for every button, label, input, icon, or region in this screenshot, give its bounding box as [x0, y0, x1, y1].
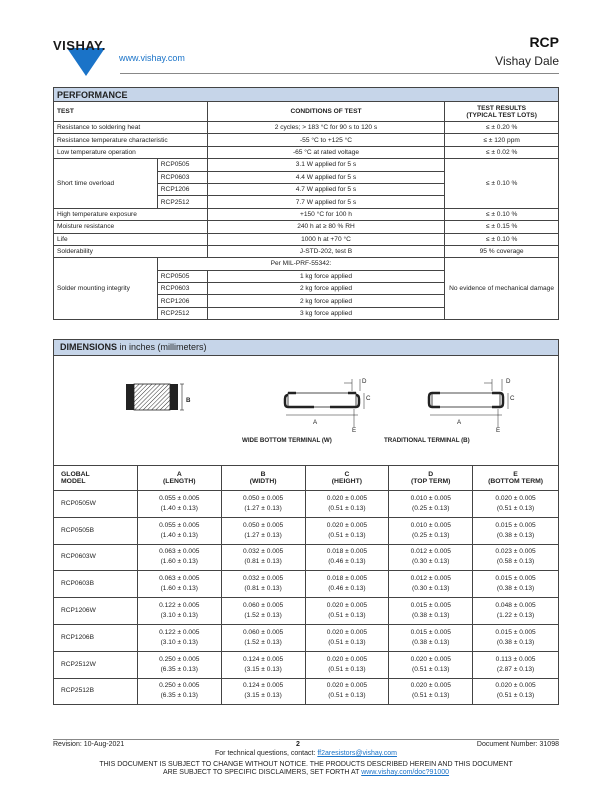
model-name: RCP2512B	[54, 678, 138, 705]
dim-value-cell	[137, 651, 221, 678]
mm-value: (0.58 ± 0.13)	[496, 558, 535, 566]
mm-value: (0.51 ± 0.13)	[328, 638, 366, 646]
wide-terminal-drawing	[282, 371, 392, 441]
test-condition: 1 kg force applied	[207, 270, 444, 282]
disclaimer-prefix: ARE SUBJECT TO SPECIFIC DISCLAIMERS, SET FORTH AT	[162, 769, 362, 776]
inch-value: 0.015 ± 0.005	[410, 602, 451, 610]
dim-value-cell	[137, 678, 221, 705]
mm-value: (1.40 ± 0.13)	[160, 531, 198, 539]
model-name: RCP0505W	[54, 491, 138, 518]
website-link[interactable]: www.vishay.com	[119, 53, 185, 63]
mm-value: (0.81 ± 0.13)	[244, 585, 282, 593]
table-row	[54, 221, 559, 233]
dim-value-cell	[389, 544, 473, 571]
mm-value: (0.51 ± 0.13)	[412, 692, 450, 700]
dim-value-cell	[137, 571, 221, 598]
table-row	[54, 651, 559, 678]
table-row	[54, 598, 559, 625]
dim-value-cell	[305, 678, 389, 705]
mm-value: (1.40 ± 0.13)	[160, 504, 198, 512]
performance-table	[53, 87, 559, 320]
col-conditions: CONDITIONS OF TEST	[207, 102, 444, 122]
inch-value: 0.020 ± 0.005	[326, 628, 368, 636]
dim-value-cell	[221, 678, 305, 705]
dim-value-cell	[389, 571, 473, 598]
inch-value: 0.010 ± 0.005	[410, 494, 451, 502]
table-row	[54, 208, 559, 220]
doc-title: RCP	[529, 34, 559, 50]
table-row	[54, 122, 559, 134]
dimension-drawings	[54, 357, 558, 465]
inch-value: 0.122 ± 0.005	[159, 602, 200, 610]
inch-value: 0.050 ± 0.005	[242, 494, 284, 502]
test-name: Low temperature operation	[54, 146, 208, 158]
table-row	[54, 258, 559, 270]
dim-col-header	[473, 466, 559, 491]
inch-value: 0.020 ± 0.005	[410, 655, 451, 663]
dim-value-cell	[389, 651, 473, 678]
col-results-l1: TEST RESULTS	[477, 104, 527, 112]
dimensions-title-rest: in inches (millimeters)	[117, 342, 207, 352]
contact-line	[0, 750, 612, 757]
model-name: RCP2512	[157, 307, 207, 319]
mm-value: (0.51 ± 0.13)	[412, 665, 450, 673]
inch-value: 0.124 ± 0.005	[242, 682, 284, 690]
dim-col-header-l2: MODEL	[61, 478, 86, 485]
model-name: RCP2512	[157, 196, 207, 208]
dim-col-header-l1: A	[176, 471, 182, 478]
footer-divider	[53, 739, 559, 740]
label-a-trad: A	[457, 419, 462, 426]
test-name: Solder mounting integrity	[54, 258, 158, 320]
test-condition: 3 kg force applied	[207, 307, 444, 319]
table-row	[54, 146, 559, 158]
mm-value: (0.46 ± 0.13)	[328, 558, 366, 566]
table-row	[54, 624, 559, 651]
mm-value: (0.51 ± 0.13)	[328, 612, 366, 620]
table-row	[54, 544, 559, 571]
dim-value-cell	[137, 517, 221, 544]
vishay-logo	[53, 30, 115, 76]
inch-value: 0.113 ± 0.005	[495, 655, 536, 663]
dim-col-header-l2: (WIDTH)	[249, 478, 277, 485]
mm-value: (1.60 ± 0.13)	[160, 585, 198, 593]
test-condition: 240 h at ≥ 80 % RH	[207, 221, 444, 233]
top-view-drawing	[124, 382, 194, 418]
header-divider	[120, 73, 559, 74]
mm-value: (0.81 ± 0.13)	[244, 558, 282, 566]
dim-value-cell	[137, 624, 221, 651]
mm-value: (0.38 ± 0.13)	[496, 585, 535, 593]
dim-col-header-l1: GLOBAL	[61, 471, 90, 478]
test-name: Resistance temperature characteristic	[54, 134, 208, 146]
test-condition: J-STD-202, test B	[207, 245, 444, 257]
mm-value: (0.51 ± 0.13)	[496, 504, 535, 512]
contact-prefix: For technical questions, contact:	[215, 750, 318, 757]
dim-value-cell	[221, 517, 305, 544]
label-e-wide: E	[352, 427, 357, 434]
mm-value: (0.38 ± 0.13)	[412, 638, 450, 646]
test-name: Moisture resistance	[54, 221, 208, 233]
mm-value: (0.51 ± 0.13)	[328, 692, 366, 700]
mm-value: (1.52 ± 0.13)	[244, 612, 282, 620]
mm-value: (0.51 ± 0.13)	[328, 665, 366, 673]
model-name: RCP2512W	[54, 651, 138, 678]
logo-text: VISHAY.	[53, 38, 106, 53]
dim-col-header-l2: (BOTTOM TERM)	[488, 478, 544, 485]
test-result: ≤ ± 0.10 %	[445, 208, 559, 220]
inch-value: 0.055 ± 0.005	[159, 521, 200, 529]
test-condition: -65 °C at rated voltage	[207, 146, 444, 158]
test-result: ≤ ± 0.02 %	[445, 146, 559, 158]
dim-col-header-l1: E	[513, 471, 518, 478]
inch-value: 0.012 ± 0.005	[410, 575, 451, 583]
label-b: B	[186, 397, 191, 404]
mm-value: (1.27 ± 0.13)	[244, 531, 282, 539]
dim-value-cell	[473, 571, 559, 598]
disclaimer-line-2	[0, 769, 612, 776]
caption-wide-terminal: WIDE BOTTOM TERMINAL (W)	[242, 437, 332, 444]
inch-value: 0.023 ± 0.005	[495, 548, 536, 556]
mm-value: (0.25 ± 0.13)	[412, 531, 450, 539]
inch-value: 0.020 ± 0.005	[326, 494, 368, 502]
test-name: Solderability	[54, 245, 208, 257]
label-d-trad: D	[506, 378, 511, 385]
inch-value: 0.020 ± 0.005	[495, 494, 536, 502]
test-result: ≤ ± 0.10 %	[445, 233, 559, 245]
dim-value-cell	[473, 517, 559, 544]
dim-col-header	[389, 466, 473, 491]
test-name: Short time overload	[54, 159, 158, 209]
mm-value: (1.22 ± 0.13)	[496, 612, 535, 620]
label-a-wide: A	[313, 419, 318, 426]
mm-value: (3.10 ± 0.13)	[160, 638, 198, 646]
model-name: RCP1206W	[54, 598, 138, 625]
test-condition: 3.1 W applied for 5 s	[207, 159, 444, 171]
dim-col-header-l1: B	[260, 471, 266, 478]
label-c-wide: C	[366, 395, 371, 402]
table-row	[54, 678, 559, 705]
table-row	[54, 245, 559, 257]
dim-col-header-l1: C	[344, 471, 350, 478]
mm-value: (0.51 ± 0.13)	[328, 531, 366, 539]
model-name: RCP1206	[157, 295, 207, 307]
test-result: ≤ ± 0.15 %	[445, 221, 559, 233]
inch-value: 0.055 ± 0.005	[159, 494, 200, 502]
dim-value-cell	[305, 571, 389, 598]
dim-value-cell	[221, 598, 305, 625]
contact-email-link[interactable]: ff2aresistors@vishay.com	[317, 750, 397, 757]
inch-value: 0.020 ± 0.005	[410, 682, 451, 690]
inch-value: 0.018 ± 0.005	[326, 548, 368, 556]
test-condition: +150 °C for 100 h	[207, 208, 444, 220]
inch-value: 0.020 ± 0.005	[326, 521, 368, 529]
page-number: 2	[296, 741, 300, 748]
label-c-trad: C	[510, 395, 515, 402]
inch-value: 0.020 ± 0.005	[326, 602, 368, 610]
mm-value: (0.51 ± 0.13)	[328, 504, 366, 512]
caption-traditional-terminal: TRADITIONAL TERMINAL (B)	[384, 437, 470, 444]
table-row	[54, 159, 559, 171]
inch-value: 0.012 ± 0.005	[410, 548, 451, 556]
dim-value-cell	[305, 517, 389, 544]
mm-value: (0.38 ± 0.13)	[496, 638, 535, 646]
table-row	[54, 517, 559, 544]
dim-value-cell	[305, 544, 389, 571]
inch-value: 0.060 ± 0.005	[242, 628, 284, 636]
test-condition: 4.4 W applied for 5 s	[207, 171, 444, 183]
test-condition: -55 °C to +125 °C	[207, 134, 444, 146]
dim-col-header	[54, 466, 138, 491]
mm-value: (3.15 ± 0.13)	[244, 665, 282, 673]
dim-value-cell	[389, 491, 473, 518]
test-name: Life	[54, 233, 208, 245]
mm-value: (1.60 ± 0.13)	[160, 558, 198, 566]
mm-value: (1.27 ± 0.13)	[244, 504, 282, 512]
test-result: ≤ ± 120 ppm	[445, 134, 559, 146]
model-name: RCP0505	[157, 270, 207, 282]
mm-value: (0.51 ± 0.13)	[496, 692, 535, 700]
test-condition: 2 kg force applied	[207, 295, 444, 307]
dim-col-header-l2: (HEIGHT)	[331, 478, 363, 485]
inch-value: 0.020 ± 0.005	[495, 682, 536, 690]
dim-value-cell	[389, 598, 473, 625]
document-number: Document Number: 31098	[476, 741, 559, 748]
model-name: RCP0603	[157, 171, 207, 183]
model-name: RCP0505B	[54, 517, 138, 544]
dim-col-header	[137, 466, 221, 491]
dim-value-cell	[389, 678, 473, 705]
test-name: High temperature exposure	[54, 208, 208, 220]
inch-value: 0.250 ± 0.005	[159, 682, 200, 690]
inch-value: 0.020 ± 0.005	[326, 655, 368, 663]
test-condition: 4.7 W applied for 5 s	[207, 183, 444, 195]
dim-col-header-l1: D	[428, 471, 434, 478]
label-d-wide: D	[362, 378, 367, 385]
col-results	[445, 102, 559, 122]
model-name: RCP0505	[157, 159, 207, 171]
dim-value-cell	[221, 651, 305, 678]
table-row	[54, 571, 559, 598]
col-results-l2: (TYPICAL TEST LOTS)	[466, 111, 537, 119]
dim-value-cell	[305, 598, 389, 625]
test-condition: 7.7 W applied for 5 s	[207, 196, 444, 208]
test-result: No evidence of mechanical damage	[445, 258, 559, 320]
dim-col-header	[305, 466, 389, 491]
model-name: RCP1206	[157, 183, 207, 195]
dimensions-title	[54, 340, 558, 356]
inch-value: 0.063 ± 0.005	[159, 548, 200, 556]
dim-value-cell	[221, 571, 305, 598]
dim-value-cell	[473, 544, 559, 571]
inch-value: 0.050 ± 0.005	[242, 521, 284, 529]
inch-value: 0.010 ± 0.005	[410, 521, 451, 529]
test-name: Resistance to soldering heat	[54, 122, 208, 134]
dim-value-cell	[221, 544, 305, 571]
mm-value: (0.46 ± 0.13)	[328, 585, 366, 593]
inch-value: 0.250 ± 0.005	[159, 655, 200, 663]
dim-value-cell	[305, 651, 389, 678]
traditional-terminal-drawing	[426, 371, 536, 441]
dimensions-table	[53, 465, 559, 705]
model-name: RCP1206B	[54, 624, 138, 651]
inch-value: 0.032 ± 0.005	[242, 548, 284, 556]
inch-value: 0.020 ± 0.005	[326, 682, 368, 690]
dim-value-cell	[389, 624, 473, 651]
performance-title: PERFORMANCE	[54, 88, 559, 102]
dim-value-cell	[473, 598, 559, 625]
mm-value: (0.30 ± 0.13)	[412, 558, 450, 566]
dimensions-title-bold: DIMENSIONS	[60, 342, 118, 352]
inch-value: 0.060 ± 0.005	[242, 602, 284, 610]
dim-col-header-l2: (LENGTH)	[163, 478, 196, 485]
dim-value-cell	[473, 491, 559, 518]
doc-subtitle: Vishay Dale	[495, 54, 559, 68]
model-name: RCP0603	[157, 283, 207, 295]
mm-value: (1.52 ± 0.13)	[244, 638, 282, 646]
dimensions-section	[53, 339, 559, 705]
test-result: ≤ ± 0.10 %	[445, 159, 559, 209]
dim-value-cell	[221, 491, 305, 518]
test-condition: Per MIL-PRF-55342:	[157, 258, 444, 270]
test-condition: 2 kg force applied	[207, 283, 444, 295]
dim-value-cell	[473, 678, 559, 705]
mm-value: (3.15 ± 0.13)	[244, 692, 282, 700]
dim-value-cell	[473, 624, 559, 651]
disclaimer-line-1: THIS DOCUMENT IS SUBJECT TO CHANGE WITHOUT NOTICE. THE PRODUCTS DESCRIBED HEREIN AND THIS DOCUMENT	[99, 761, 513, 768]
mm-value: (6.35 ± 0.13)	[160, 665, 198, 673]
mm-value: (0.25 ± 0.13)	[412, 504, 450, 512]
revision: Revision: 10-Aug-2021	[53, 741, 125, 748]
dim-col-header-l2: (TOP TERM)	[411, 478, 451, 485]
inch-value: 0.124 ± 0.005	[242, 655, 284, 663]
inch-value: 0.018 ± 0.005	[326, 575, 368, 583]
disclaimer-link[interactable]: www.vishay.com/doc?91000	[361, 769, 450, 776]
table-row	[54, 233, 559, 245]
model-name: RCP0603W	[54, 544, 138, 571]
mm-value: (2.87 ± 0.13)	[496, 665, 535, 673]
inch-value: 0.048 ± 0.005	[495, 602, 536, 610]
col-test: TEST	[54, 102, 208, 122]
mm-value: (0.30 ± 0.13)	[412, 585, 450, 593]
mm-value: (6.35 ± 0.13)	[160, 692, 198, 700]
dim-col-header	[221, 466, 305, 491]
test-condition: 2 cycles; > 183 °C for 90 s to 120 s	[207, 122, 444, 134]
inch-value: 0.015 ± 0.005	[495, 628, 536, 636]
dim-value-cell	[389, 517, 473, 544]
inch-value: 0.063 ± 0.005	[159, 575, 200, 583]
inch-value: 0.015 ± 0.005	[495, 575, 536, 583]
test-result: 95 % coverage	[445, 245, 559, 257]
dim-value-cell	[305, 491, 389, 518]
label-e-trad: E	[496, 427, 501, 434]
test-result: ≤ ± 0.20 %	[445, 122, 559, 134]
dim-value-cell	[137, 544, 221, 571]
inch-value: 0.122 ± 0.005	[159, 628, 200, 636]
inch-value: 0.032 ± 0.005	[242, 575, 284, 583]
inch-value: 0.015 ± 0.005	[410, 628, 451, 636]
mm-value: (0.38 ± 0.13)	[496, 531, 535, 539]
model-name: RCP0603B	[54, 571, 138, 598]
mm-value: (3.10 ± 0.13)	[160, 612, 198, 620]
inch-value: 0.015 ± 0.005	[495, 521, 536, 529]
dim-value-cell	[221, 624, 305, 651]
test-condition: 1000 h at +70 °C	[207, 233, 444, 245]
dim-value-cell	[137, 598, 221, 625]
mm-value: (0.38 ± 0.13)	[412, 612, 450, 620]
dim-value-cell	[473, 651, 559, 678]
dim-value-cell	[305, 624, 389, 651]
table-row	[54, 134, 559, 146]
table-row	[54, 491, 559, 518]
dim-value-cell	[137, 491, 221, 518]
